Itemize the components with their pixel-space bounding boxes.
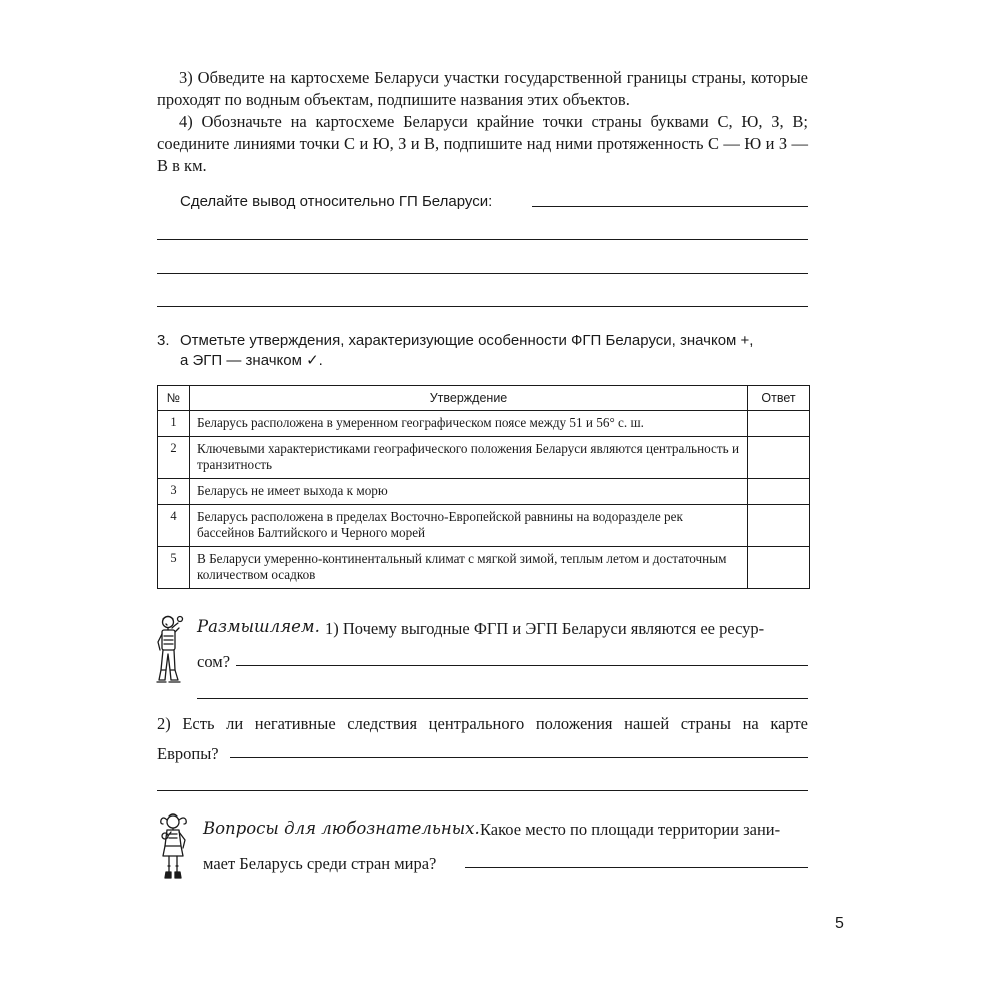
header-statement: Утверждение — [190, 386, 748, 411]
reflect-answer-line[interactable] — [197, 698, 808, 699]
task-3-number: 3. — [157, 332, 170, 349]
reflect-heading: Размышляем. — [197, 617, 320, 636]
header-answer: Ответ — [748, 386, 810, 411]
table-row — [158, 437, 810, 479]
header-num: № — [158, 386, 190, 411]
task-item-4: 4) Обозначьте на картосхеме Беларуси крайние точки страны буквами С, Ю, З, В; соедините линиями точки С и Ю, З и В, подпишите над ними протяженность С — Ю и З — В в км. — [157, 112, 808, 175]
task-3-text-line2: а ЭГП — значком ✓. — [180, 352, 323, 369]
table-header-row — [158, 386, 810, 411]
table-row — [158, 547, 810, 589]
row-statement: Ключевыми характеристиками географического положения Беларуси являются центральность и транзитность — [190, 437, 748, 479]
conclusion-label: Сделайте вывод относительно ГП Беларуси: — [180, 193, 493, 210]
table-row — [158, 505, 810, 547]
table-row — [158, 479, 810, 505]
statements-table — [157, 385, 810, 589]
task-3-text-line1: Отметьте утверждения, характеризующие особенности ФГП Беларуси, значком +, — [180, 332, 754, 349]
page-number: 5 — [835, 915, 844, 932]
row-number: 3 — [158, 479, 190, 505]
reflect-answer-line[interactable] — [157, 790, 808, 791]
curious-girl-icon — [157, 812, 193, 886]
task-item-3: 3) Обведите на картосхеме Беларуси участки государственной границы страны, которые проходят по водным объектам, подпишите названия этих объектов. — [157, 68, 808, 109]
conclusion-answer-line[interactable] — [157, 273, 808, 274]
conclusion-answer-line[interactable] — [157, 306, 808, 307]
reflect-q2-line2: Европы? — [157, 744, 219, 763]
row-number: 2 — [158, 437, 190, 479]
row-answer-cell[interactable] — [748, 437, 810, 479]
row-number: 1 — [158, 411, 190, 437]
row-answer-cell[interactable] — [748, 505, 810, 547]
row-number: 5 — [158, 547, 190, 589]
thinking-boy-icon — [154, 614, 190, 686]
reflect-answer-line[interactable] — [236, 665, 808, 666]
table-row — [158, 411, 810, 437]
curious-heading: Вопросы для любознательных. — [203, 819, 480, 838]
reflect-q2-line1: 2) Есть ли негативные следствия центрального положения нашей страны на карте — [157, 714, 808, 733]
row-answer-cell[interactable] — [748, 411, 810, 437]
row-statement: Беларусь не имеет выхода к морю — [190, 479, 748, 505]
row-statement: В Беларуси умеренно-континентальный климат с мягкой зимой, теплым летом и достаточным количеством осадков — [190, 547, 748, 589]
reflect-q1-line1: 1) Почему выгодные ФГП и ЭГП Беларуси являются ее ресур- — [325, 619, 765, 638]
curious-q-line1: Какое место по площади территории зани- — [480, 820, 781, 839]
conclusion-answer-line[interactable] — [157, 239, 808, 240]
conclusion-answer-line[interactable] — [532, 206, 808, 207]
row-answer-cell[interactable] — [748, 547, 810, 589]
row-statement: Беларусь расположена в умеренном географическом поясе между 51 и 56° с. ш. — [190, 411, 748, 437]
reflect-answer-line[interactable] — [230, 757, 808, 758]
row-answer-cell[interactable] — [748, 479, 810, 505]
curious-q-line2: мает Беларусь среди стран мира? — [203, 854, 437, 873]
row-number: 4 — [158, 505, 190, 547]
curious-answer-line[interactable] — [465, 867, 808, 868]
row-statement: Беларусь расположена в пределах Восточно-Европейской равнины на водоразделе рек бассейнов Балтийского и Черного морей — [190, 505, 748, 547]
reflect-q1-line2: сом? — [197, 652, 231, 671]
